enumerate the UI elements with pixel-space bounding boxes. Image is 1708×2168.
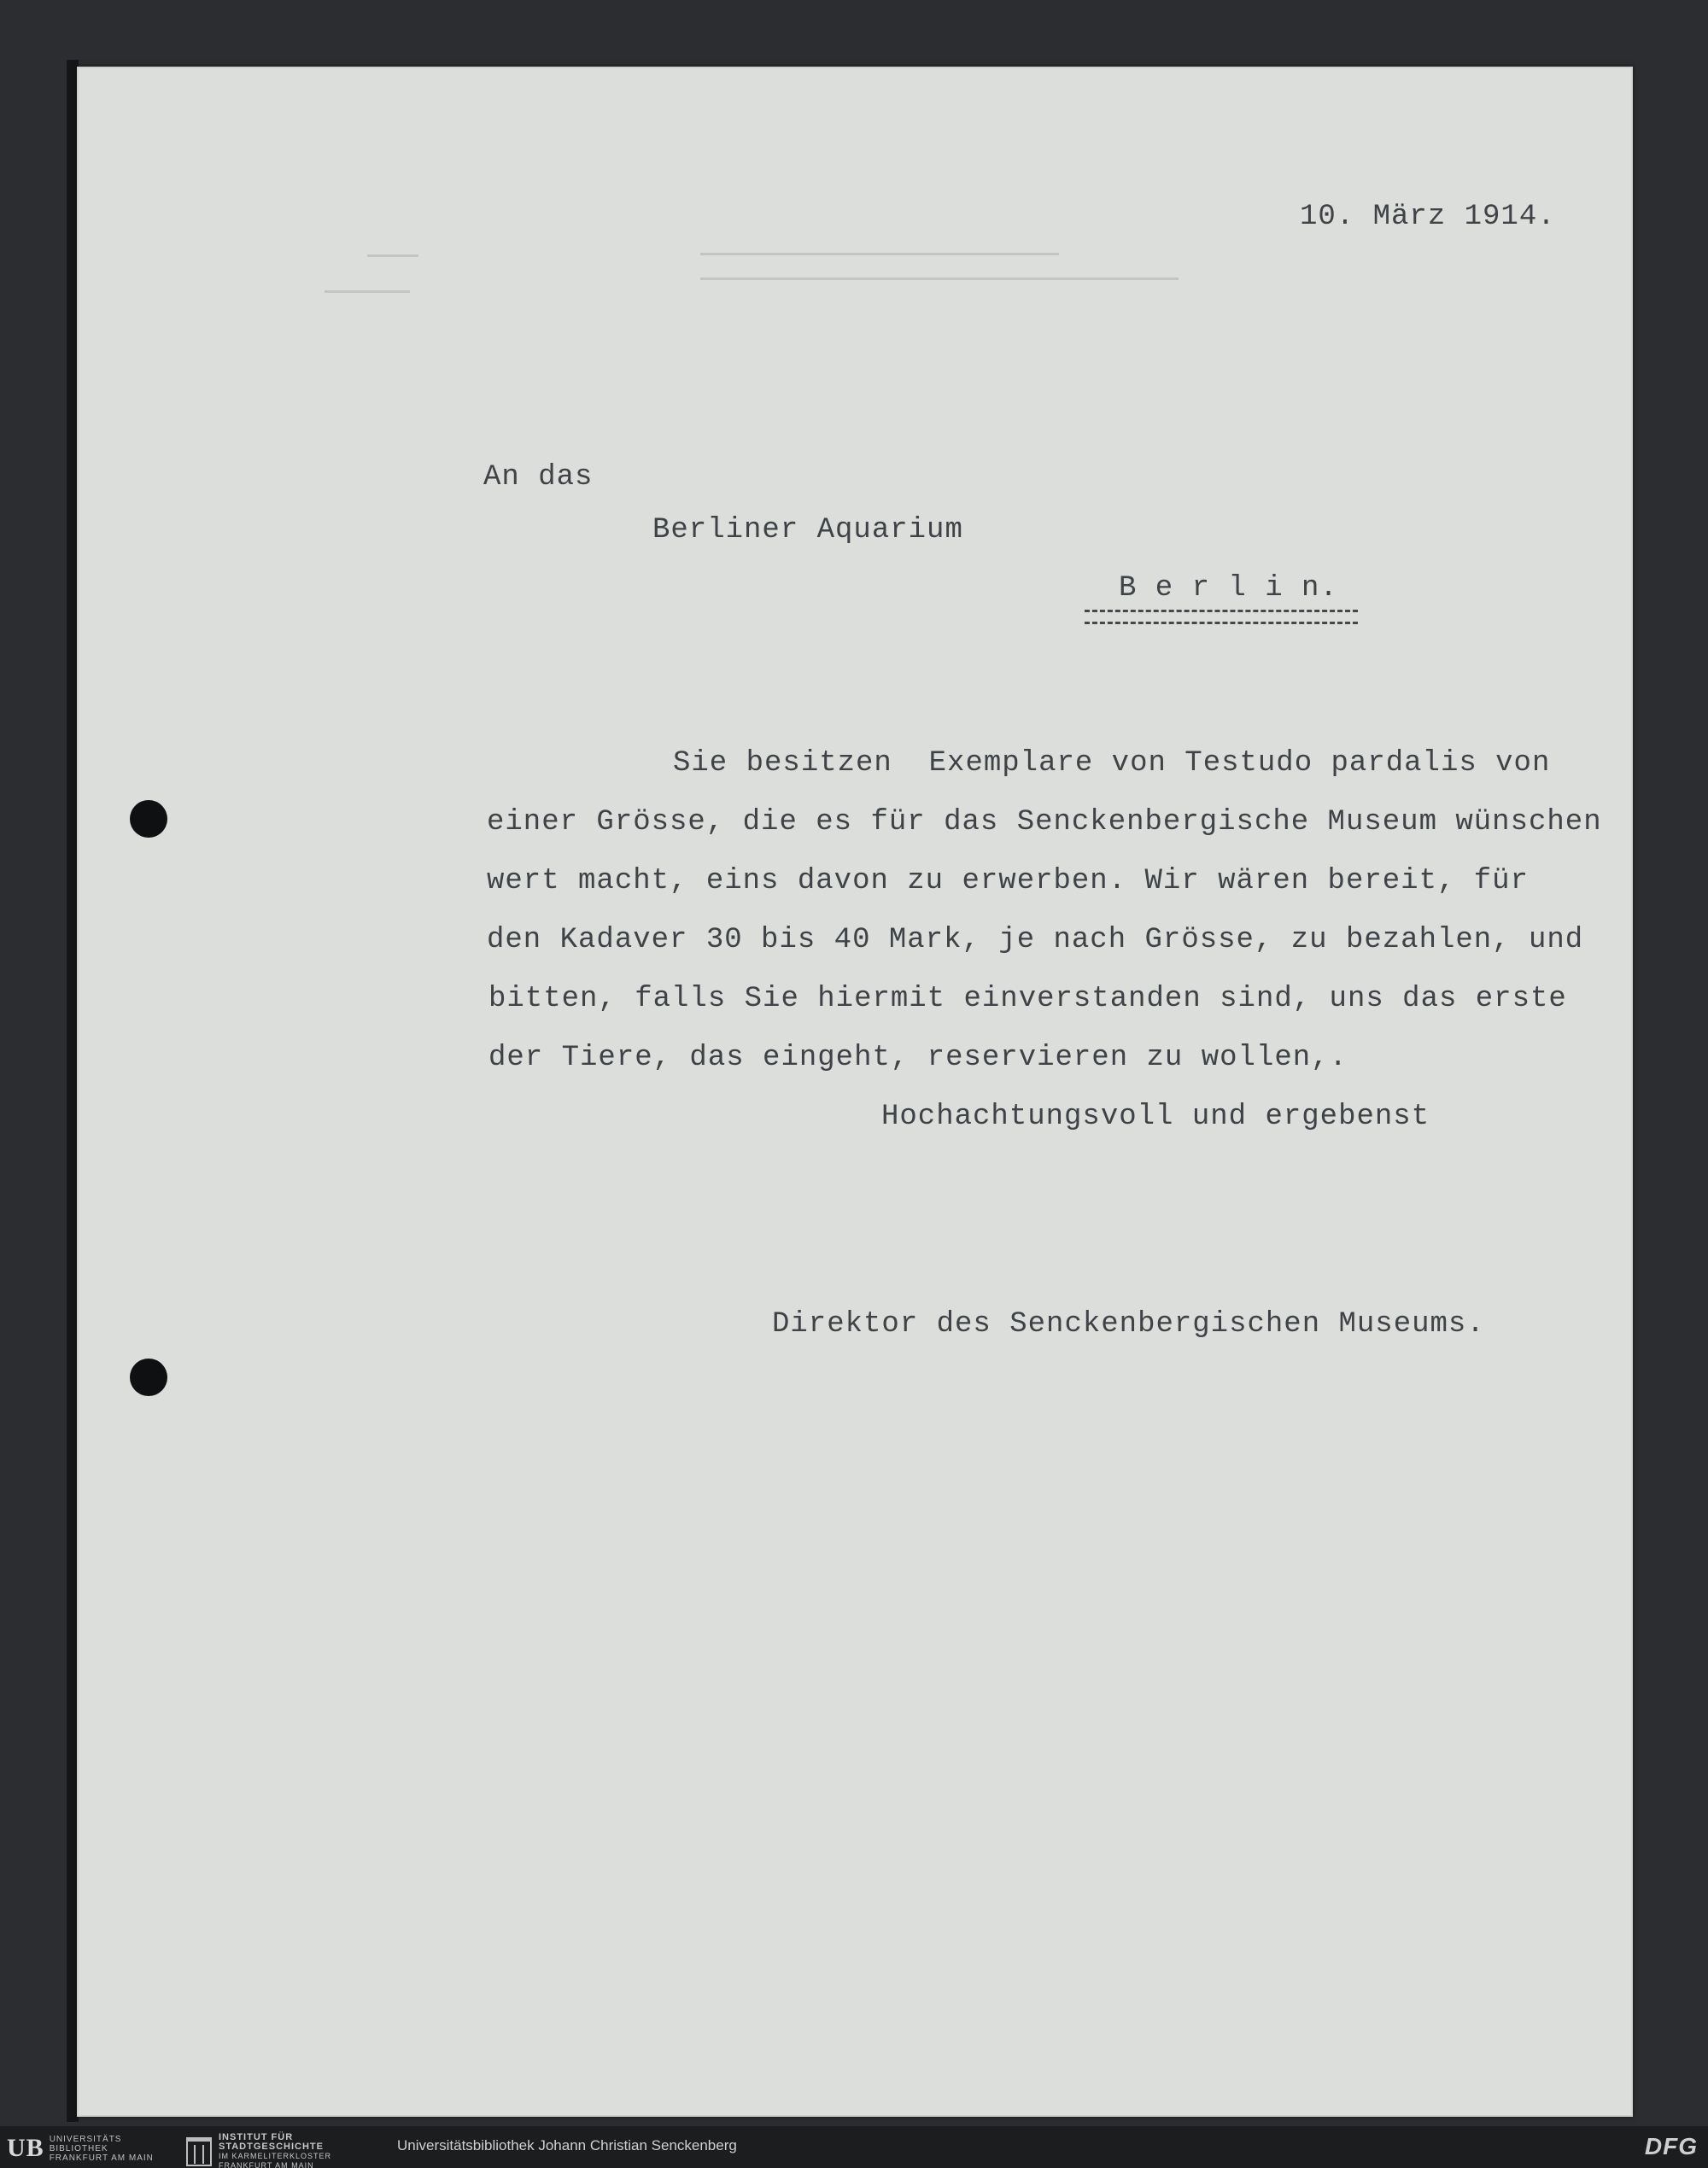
bleed-through-mark [367, 254, 418, 257]
punch-hole-bottom [130, 1359, 167, 1396]
institute-logo-text [219, 2133, 331, 2168]
bleed-through-mark [325, 290, 410, 293]
institute-logo[interactable] [186, 2133, 331, 2168]
institute-line: IM KARMELITERKLOSTER [219, 2152, 332, 2160]
letter-closing: Hochachtungsvoll und ergebenst [881, 1101, 1430, 1133]
body-line-4: den Kadaver 30 bis 40 Mark, je nach Grösse, zu bezahlen, und [487, 924, 1584, 956]
ub-logo-line: BIBLIOTHEK [49, 2143, 108, 2153]
body-line-1: Sie besitzen Exemplare von Testudo pardalis von [673, 747, 1551, 780]
body-line-2: einer Grösse, die es für das Senckenbergische Museum wünschen [487, 806, 1602, 839]
recipient-name: Berliner Aquarium [652, 514, 963, 546]
punch-hole-top [130, 800, 167, 838]
ub-logo-mark: UB [7, 2134, 44, 2162]
signature-title: Direktor des Senckenbergischen Museums. [772, 1308, 1485, 1341]
ub-logo[interactable] [7, 2131, 154, 2165]
body-line-3: wert macht, eins davon zu erwerben. Wir wären bereit, für [487, 865, 1529, 897]
ub-logo-line: UNIVERSITÄTS [49, 2134, 122, 2144]
letter-page [77, 67, 1633, 2117]
bleed-through-mark [700, 253, 1059, 255]
institute-line: FRANKFURT AM MAIN [219, 2161, 314, 2168]
body-line-6: der Tiere, das eingeht, reservieren zu wollen,. [488, 1042, 1348, 1074]
ub-logo-text [50, 2135, 154, 2163]
building-icon [186, 2137, 212, 2166]
library-caption: Universitätsbibliothek Johann Christian Senckenberg [397, 2137, 737, 2153]
recipient-city-double-underline [1085, 610, 1358, 624]
recipient-city: B e r l i n. [1119, 572, 1338, 605]
dfg-logo[interactable]: DFG [1644, 2133, 1698, 2159]
ub-logo-line: FRANKFURT AM MAIN [49, 2153, 154, 2163]
letter-date: 10. März 1914. [1300, 201, 1556, 233]
body-line-5: bitten, falls Sie hiermit einverstanden sind, uns das erste [488, 983, 1567, 1015]
institute-line: STADTGESCHICHTE [219, 2142, 324, 2152]
recipient-salutation: An das [483, 461, 594, 494]
bleed-through-mark [700, 278, 1179, 280]
institute-line: INSTITUT FÜR [219, 2132, 294, 2142]
